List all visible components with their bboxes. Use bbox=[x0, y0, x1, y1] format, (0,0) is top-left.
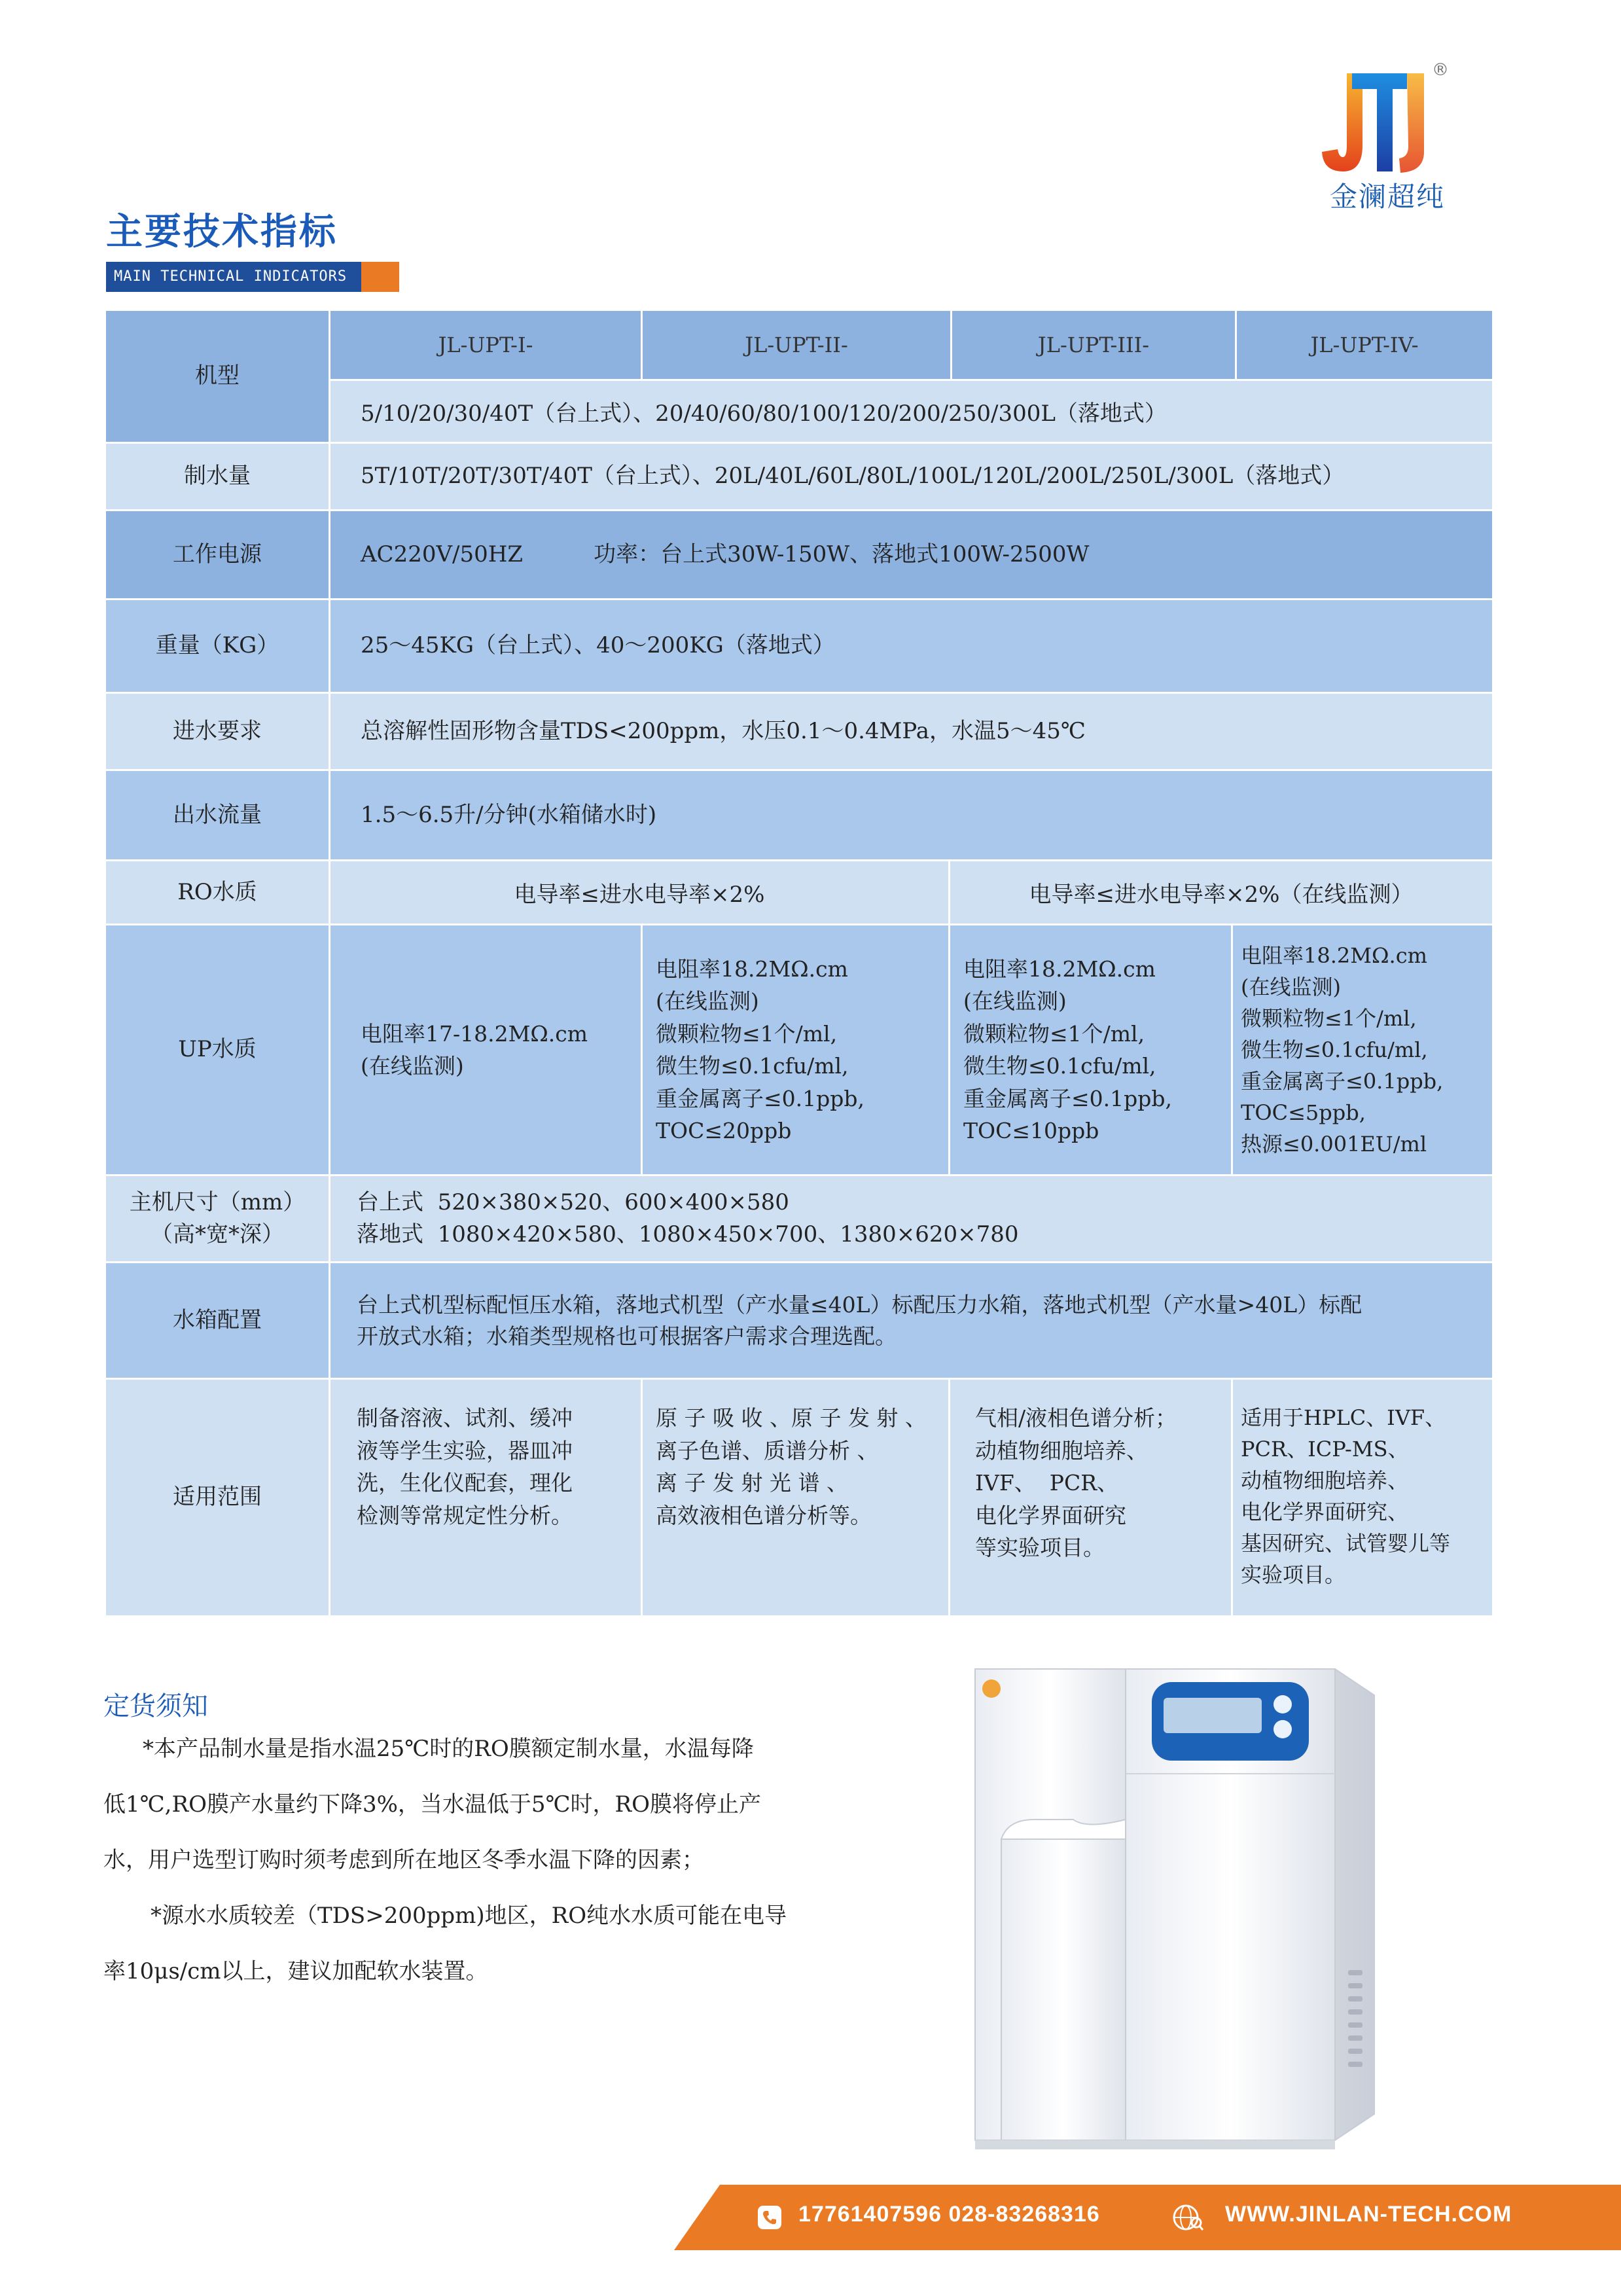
model-name: JL-UPT-III- bbox=[950, 311, 1235, 379]
notice-line: *本产品制水量是指水温25℃时的RO膜额定制水量，水温每降 bbox=[143, 1736, 754, 1762]
spec-line: 重金属离子≤0.1ppb, bbox=[963, 1085, 1172, 1111]
spec-line: 微颗粒物≤1个/ml, bbox=[963, 1020, 1145, 1047]
row-model bbox=[106, 311, 1492, 442]
scope-line: IVF、 PCR、 bbox=[975, 1470, 1119, 1496]
value-dimensions bbox=[330, 1176, 1492, 1261]
spec-line: 微生物≤0.1cfu/ml, bbox=[963, 1053, 1156, 1079]
scope-line: 检测等常规定性分析。 bbox=[357, 1502, 573, 1528]
scope-line: 适用于HPLC、IVF、 bbox=[1241, 1405, 1446, 1430]
up-quality-model-2 bbox=[641, 925, 948, 1174]
scope-line: 电化学界面研究、 bbox=[1241, 1499, 1409, 1524]
scope-line: 制备溶液、试剂、缓冲 bbox=[357, 1405, 573, 1431]
spec-line: 微生物≤0.1cfu/ml, bbox=[1241, 1037, 1428, 1062]
label-capacity: 制水量 bbox=[106, 444, 330, 509]
ro-quality-basic: 电导率≤进水电导率×2% bbox=[514, 882, 765, 908]
spec-line: 热源≤0.001EU/ml bbox=[1241, 1132, 1427, 1157]
value-weight: 25～45KG（台上式）、40～200KG（落地式） bbox=[361, 632, 835, 659]
label-dimensions bbox=[106, 1176, 330, 1261]
row-scope bbox=[106, 1378, 1492, 1615]
spec-line: TOC≤10ppb bbox=[963, 1118, 1099, 1143]
scope-model-4 bbox=[1231, 1380, 1492, 1615]
scope-model-1 bbox=[330, 1380, 641, 1615]
row-power bbox=[106, 509, 1492, 598]
label-scope: 适用范围 bbox=[106, 1380, 330, 1615]
scope-line: 等实验项目。 bbox=[975, 1535, 1105, 1560]
footer-website[interactable]: WWW.JINLAN-TECH.COM bbox=[1225, 2202, 1512, 2227]
up-quality-model-1 bbox=[330, 925, 641, 1174]
spec-table bbox=[106, 311, 1492, 1615]
value-power: AC220V/50HZ 功率：台上式30W-150W、落地式100W-2500W bbox=[361, 541, 1090, 567]
spec-line: 电阻率18.2MΩ.cm bbox=[963, 956, 1156, 982]
up-quality-model-4 bbox=[1231, 925, 1492, 1174]
footer-bar bbox=[674, 2185, 1621, 2250]
phone-icon bbox=[757, 2204, 783, 2231]
footer-phones: 17761407596 028-83268316 bbox=[798, 2202, 1100, 2227]
scope-line: PCR、ICP-MS、 bbox=[1241, 1437, 1409, 1462]
notice-line: 率10μs/cm以上，建议加配软水装置。 bbox=[103, 1958, 488, 1984]
scope-line: 离子色谱、质谱分析 、 bbox=[656, 1437, 879, 1463]
notice-line: *源水水质较差（TDS>200ppm)地区，RO纯水水质可能在电导 bbox=[151, 1903, 787, 1929]
spec-line: TOC≤5ppb, bbox=[1241, 1100, 1366, 1125]
scope-line: 基因研究、试管婴儿等 bbox=[1241, 1531, 1451, 1556]
tank-line: 开放式水箱；水箱类型规格也可根据客户需求合理选配。 bbox=[357, 1323, 897, 1349]
up-quality-model-3 bbox=[948, 925, 1231, 1174]
subtitle-accent bbox=[361, 262, 399, 292]
row-dimensions bbox=[106, 1174, 1492, 1261]
row-inlet bbox=[106, 692, 1492, 769]
value-tank bbox=[330, 1263, 1492, 1378]
row-ro-quality bbox=[106, 859, 1492, 924]
spec-line: (在线监测) bbox=[656, 988, 759, 1014]
label-dimensions-line: 主机尺寸（mm） bbox=[129, 1189, 306, 1215]
row-weight bbox=[106, 598, 1492, 692]
globe-icon bbox=[1173, 2203, 1204, 2232]
row-capacity bbox=[106, 442, 1492, 509]
label-power: 工作电源 bbox=[106, 511, 330, 598]
tank-line: 台上式机型标配恒压水箱，落地式机型（产水量≤40L）标配压力水箱，落地式机型（产水量>40L）标配 bbox=[357, 1291, 1363, 1318]
page-subtitle: MAIN TECHNICAL INDICATORS bbox=[114, 268, 347, 285]
page-title: 主要技术指标 bbox=[106, 211, 338, 253]
scope-line: 离 子 发 射 光 谱 、 bbox=[656, 1470, 848, 1496]
subtitle-bar bbox=[106, 262, 361, 292]
spec-line: (在线监测) bbox=[361, 1053, 464, 1079]
label-ro-quality: RO水质 bbox=[106, 861, 330, 924]
notice-body bbox=[103, 1721, 820, 2000]
row-up-quality bbox=[106, 924, 1492, 1174]
scope-line: 气相/液相色谱分析； bbox=[975, 1405, 1177, 1431]
scope-line: 电化学界面研究 bbox=[975, 1502, 1126, 1528]
model-variants: 5/10/20/30/40T（台上式）、20/40/60/80/100/120/200/250/300L（落地式） bbox=[330, 381, 1492, 442]
spec-line: 电阻率18.2MΩ.cm bbox=[656, 956, 848, 982]
spec-line: 重金属离子≤0.1ppb, bbox=[656, 1085, 864, 1111]
scope-model-3 bbox=[948, 1380, 1231, 1615]
label-inlet: 进水要求 bbox=[106, 694, 330, 769]
notice-line: 水，用户选型订购时须考虑到所在地区冬季水温下降的因素； bbox=[103, 1847, 704, 1873]
dimensions-line: 台上式 520×380×520、600×400×580 bbox=[357, 1189, 789, 1215]
registered-mark: ® bbox=[1432, 60, 1449, 80]
spec-line: 微颗粒物≤1个/ml, bbox=[656, 1020, 838, 1047]
model-name: JL-UPT-II- bbox=[641, 311, 950, 379]
product-image bbox=[955, 1643, 1407, 2173]
label-up-quality: UP水质 bbox=[106, 925, 330, 1174]
spec-line: (在线监测) bbox=[963, 988, 1067, 1014]
label-model: 机型 bbox=[106, 311, 330, 442]
scope-line: 实验项目。 bbox=[1241, 1562, 1346, 1587]
spec-line: 电阻率18.2MΩ.cm bbox=[1241, 943, 1427, 968]
ro-quality-online: 电导率≤进水电导率×2%（在线监测） bbox=[948, 861, 1492, 924]
label-flow: 出水流量 bbox=[106, 771, 330, 859]
model-name: JL-UPT-I- bbox=[438, 332, 533, 357]
dimensions-line: 落地式 1080×420×580、1080×450×700、1380×620×780 bbox=[357, 1221, 1019, 1247]
spec-line: 重金属离子≤0.1ppb, bbox=[1241, 1069, 1444, 1094]
spec-line: 微生物≤0.1cfu/ml, bbox=[656, 1053, 849, 1079]
value-inlet: 总溶解性固形物含量TDS<200ppm，水压0.1～0.4MPa，水温5～45℃ bbox=[361, 717, 1086, 744]
model-name: JL-UPT-IV- bbox=[1235, 311, 1492, 379]
scope-line: 动植物细胞培养、 bbox=[975, 1437, 1148, 1463]
row-tank bbox=[106, 1261, 1492, 1378]
spec-line: 微颗粒物≤1个/ml, bbox=[1241, 1006, 1417, 1031]
notice-line: 低1℃,RO膜产水量约下降3%，当水温低于5℃时，RO膜将停止产 bbox=[103, 1791, 762, 1818]
scope-model-2 bbox=[641, 1380, 948, 1615]
scope-line: 原 子 吸 收 、原 子 发 射 、 bbox=[656, 1405, 927, 1431]
value-capacity: 5T/10T/20T/30T/40T（台上式）、20L/40L/60L/80L/100L/120L/200L/250L/300L（落地式） bbox=[361, 463, 1345, 490]
brand-name: 金澜超纯 bbox=[1329, 181, 1445, 213]
notice-title: 定货须知 bbox=[103, 1691, 208, 1721]
label-tank: 水箱配置 bbox=[106, 1263, 330, 1378]
model-header bbox=[330, 311, 1492, 381]
scope-line: 动植物细胞培养、 bbox=[1241, 1468, 1409, 1493]
spec-line: TOC≤20ppb bbox=[656, 1118, 792, 1143]
row-flow bbox=[106, 769, 1492, 859]
value-flow: 1.5～6.5升/分钟(水箱储水时) bbox=[361, 801, 657, 828]
label-dimensions-line: （高*宽*深） bbox=[151, 1221, 284, 1247]
spec-line: (在线监测) bbox=[1241, 975, 1341, 999]
spec-line: 电阻率17-18.2MΩ.cm bbox=[361, 1020, 588, 1047]
scope-line: 高效液相色谱分析等。 bbox=[656, 1502, 872, 1528]
label-weight: 重量（KG） bbox=[106, 600, 330, 692]
scope-line: 液等学生实验，器皿冲 bbox=[357, 1437, 573, 1463]
scope-line: 洗，生化仪配套，理化 bbox=[357, 1470, 573, 1496]
